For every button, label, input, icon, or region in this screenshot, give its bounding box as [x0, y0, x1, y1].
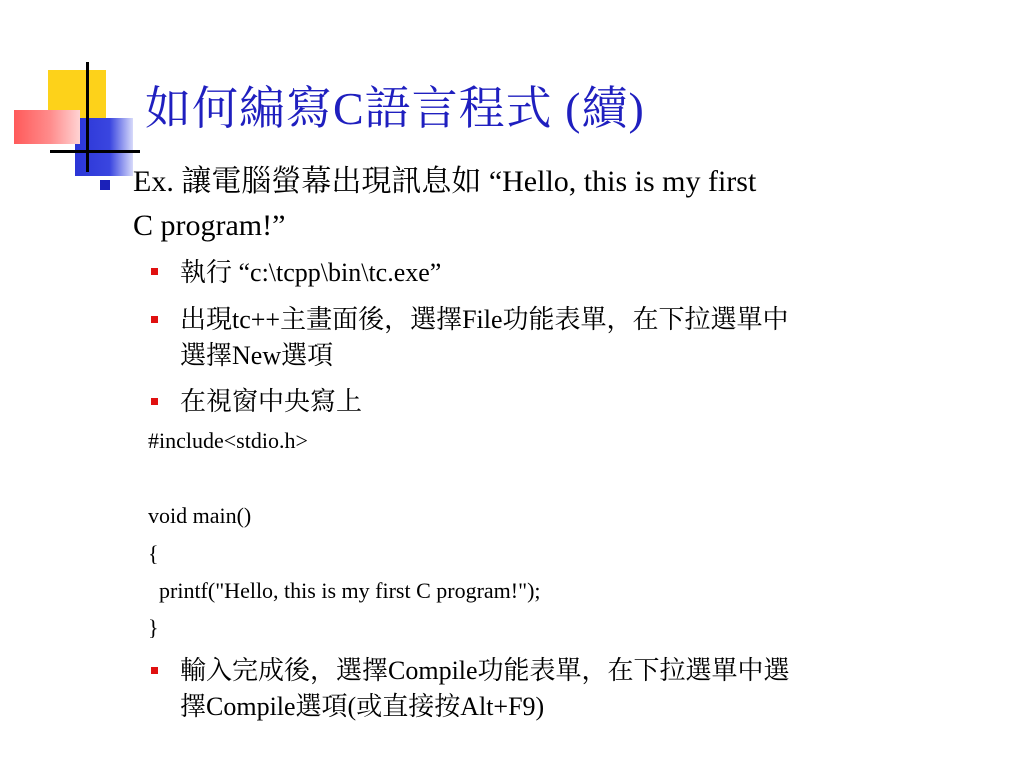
bullet-2-text: 執行 “c:\tcpp\bin\tc.exe”	[180, 258, 442, 287]
code-line: {	[148, 541, 159, 566]
bullet-marker-level2	[151, 268, 158, 275]
code-line: printf("Hello, this is my first C program!");	[148, 578, 541, 603]
bullet-5-line-2: 擇Compile選項(或直接按Alt+F9)	[180, 692, 545, 721]
bullet-marker-level2	[151, 316, 158, 323]
bullet-3-line-1: 出現tc++主畫面後，選擇File功能表單，在下拉選單中	[180, 305, 789, 334]
bullet-marker-level2	[151, 667, 158, 674]
bullet-marker-level2	[151, 398, 158, 405]
bullet-1-line-2: C program!”	[133, 209, 286, 242]
slide-title: 如何編寫C語言程式 (續)	[145, 83, 645, 134]
bullet-1-line-1: Ex. 讓電腦螢幕出現訊息如 “Hello, this is my first	[133, 165, 757, 198]
logo-horizontal-line	[50, 150, 140, 153]
code-line: }	[148, 615, 159, 640]
bullet-marker-level1	[100, 180, 110, 190]
bullet-3-line-2: 選擇New選項	[180, 341, 334, 370]
logo-blue-square	[75, 118, 133, 176]
bullet-5-line-1: 輸入完成後，選擇Compile功能表單，在下拉選單中選	[180, 656, 790, 685]
logo-red-bar	[14, 110, 80, 144]
logo-vertical-line	[86, 62, 89, 172]
code-line: void main()	[148, 503, 252, 528]
bullet-4-text: 在視窗中央寫上	[180, 387, 363, 416]
code-line: #include<stdio.h>	[148, 428, 308, 453]
